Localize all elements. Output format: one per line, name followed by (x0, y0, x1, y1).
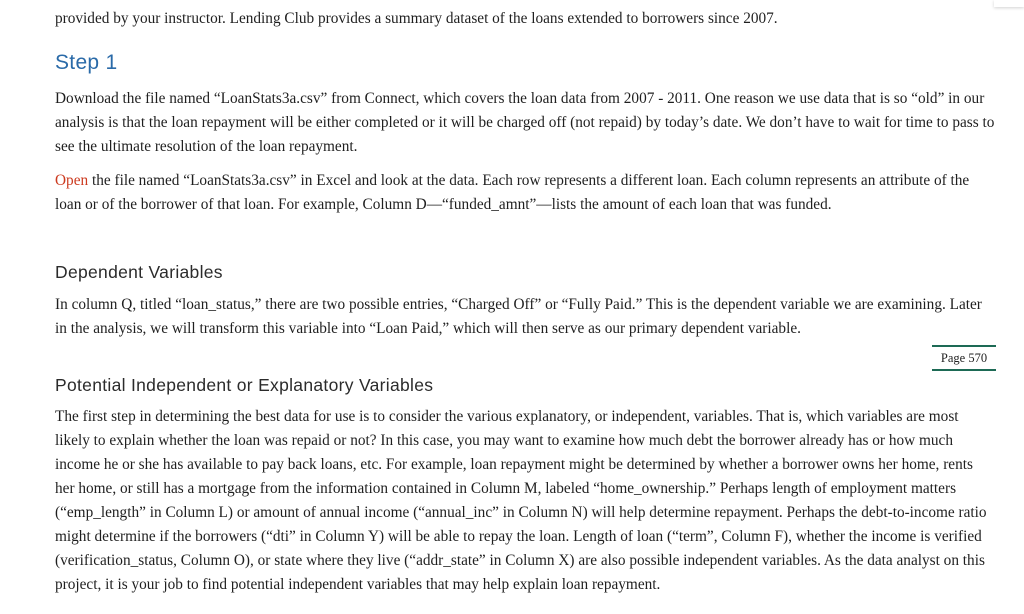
open-link[interactable]: Open (55, 172, 89, 189)
page-corner-tab (994, 0, 1024, 7)
open-paragraph-text: the file named “LoanStats3a.csv” in Excel and look at the data. Each row represents a different loan. Each column represents an attribute of the loan or of the borrower of that loan. For example, Column D—“funded_amnt”—lists the amount of each loan that was funded. (55, 172, 970, 213)
independent-variables-heading: Potential Independent or Explanatory Variables (55, 375, 434, 395)
dependent-variables-paragraph: In column Q, titled “loan_status,” there are two possible entries, “Charged Off” or “Fully Paid.” This is the dependent variable we are examining. Later in the analysis, we will transform this variable into “Loan Paid,” which will then serve as our primary dependent variable. (55, 296, 982, 337)
page-number-marker: Page 570 (932, 345, 996, 371)
step-1-paragraph-download: Download the file named “LoanStats3a.csv” from Connect, which covers the loan data from 2007 - 2011. One reason we use data that is so “old” in our analysis is that the loan repayment will be either completed or it will be charged off (not repaid) by today’s date. We don’t have to wait for time to pass to see the ultimate resolution of the loan repayment. (55, 90, 995, 155)
dependent-variables-heading: Dependent Variables (55, 262, 223, 282)
independent-variables-paragraph: The first step in determining the best data for use is to consider the various explanatory, or independent, variables. That is, which variables are most likely to explain whether the loan was repaid or not? In this case, you may want to examine how much debt the borrower already has or how much income he or she has available to pay back loans, etc. For example, loan repayment might be determined by whether a borrower owns her home, rents her home, or still has a mortgage from the information contained in Column M, labeled “home_ownership.” Perhaps length of employment matters (“emp_length” in Column L) or amount of annual income (“annual_inc” in Column N) will help determine repayment. Perhaps the debt-to-income ratio might determine if the borrowers (“dti” in Column Y) will be able to repay the loan. Length of loan (“term”, Column F), whether the income is verified (verification_status, Column O), or state where they live (“addr_state” in Column X) are also possible independent variables. As the data analyst on this project, it is your job to find potential independent variables that may help explain loan repayment. (55, 408, 987, 593)
step-1-heading: Step 1 (55, 51, 118, 74)
intro-fragment: provided by your instructor. Lending Club provides a summary dataset of the loans extended to borrowers since 2007. (55, 10, 778, 27)
step-1-paragraph-open (55, 169, 995, 217)
